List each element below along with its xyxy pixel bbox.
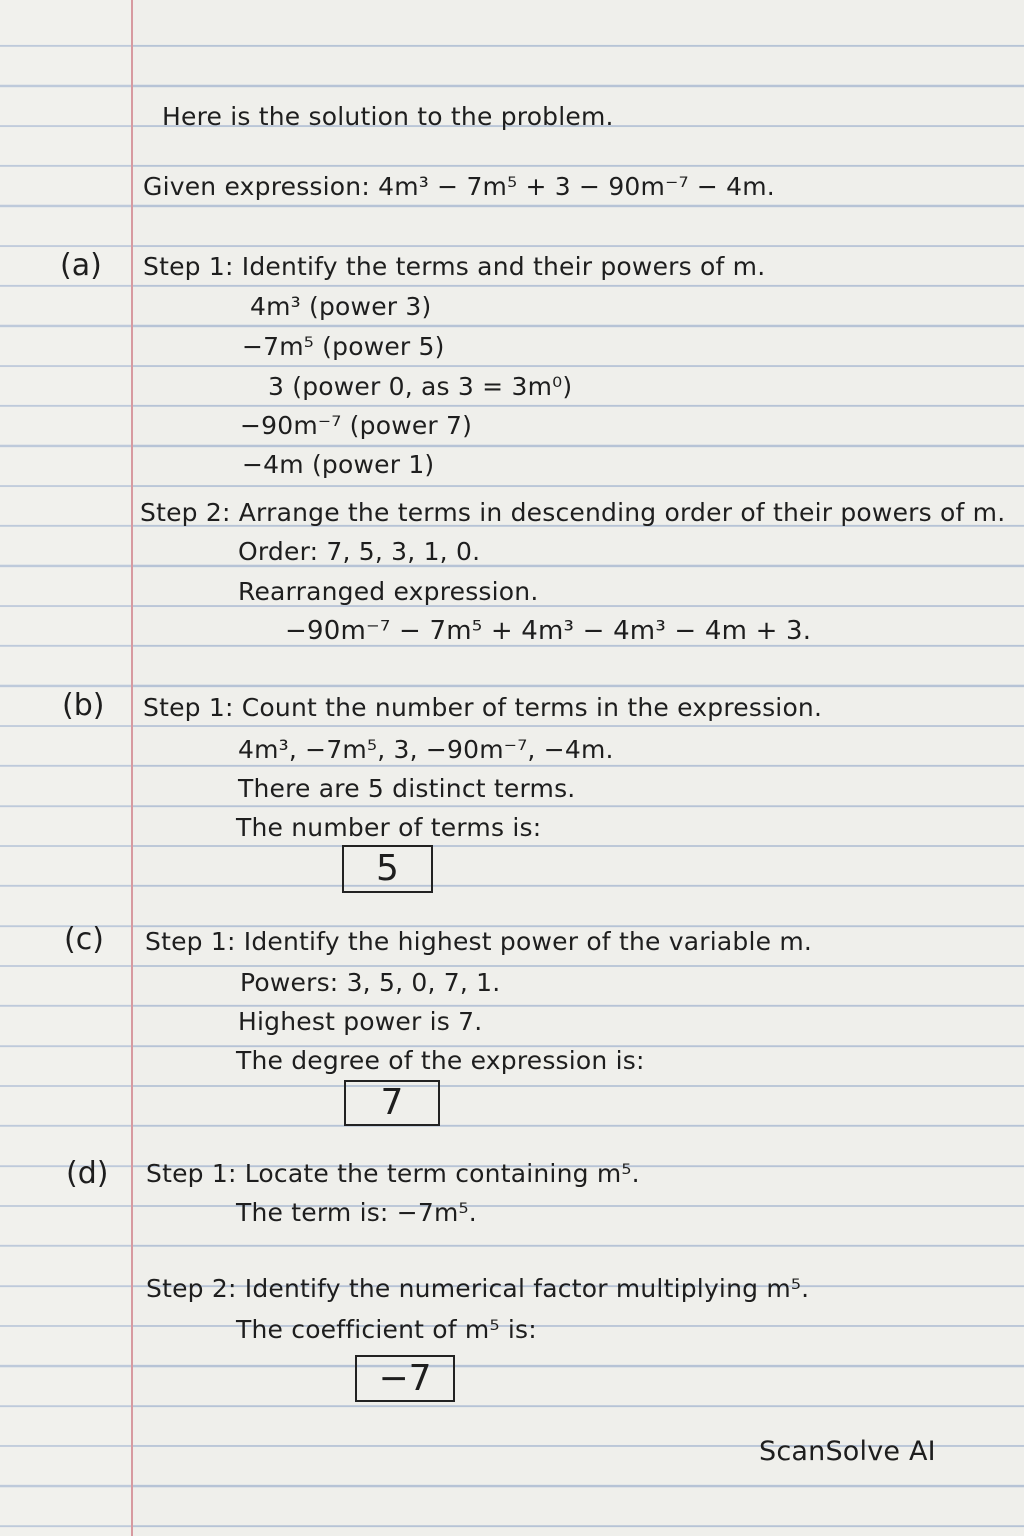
powers-text: Powers: 3, 5, 0, 7, 1.: [240, 968, 501, 997]
part-d-step2: Step 2: Identify the numerical factor multiplying m⁵.: [146, 1274, 810, 1303]
footer-signature: ScanSolve AI: [759, 1436, 936, 1467]
part-b-label: (b): [62, 688, 105, 723]
part-d-step1: Step 1: Locate the term containing m⁵.: [146, 1159, 640, 1188]
part-c-label: (c): [64, 922, 104, 957]
answer-box-b: 5: [342, 845, 433, 893]
answer-box-c: 7: [344, 1080, 440, 1126]
rearranged-label: Rearranged expression.: [238, 577, 539, 606]
part-a-step2: Step 2: Arrange the terms in descending order of their powers of m.: [140, 498, 1006, 527]
term-item: −7m⁵ (power 5): [242, 332, 445, 361]
part-d-conclusion: The coefficient of m⁵ is:: [236, 1315, 537, 1344]
distinct-text: There are 5 distinct terms.: [238, 774, 576, 803]
part-c-step1: Step 1: Identify the highest power of the variable m.: [145, 927, 813, 956]
answer-box-d: −7: [355, 1355, 455, 1402]
given-label: Given expression:: [143, 172, 370, 201]
part-d-label: (d): [66, 1156, 109, 1191]
term-item: 4m³ (power 3): [250, 292, 432, 321]
rearranged-expression: −90m⁻⁷ − 7m⁵ + 4m³ − 4m³ − 4m + 3.: [285, 616, 812, 646]
highest-text: Highest power is 7.: [238, 1007, 483, 1036]
term-text: The term is: −7m⁵.: [236, 1198, 477, 1227]
terms-list: 4m³, −7m⁵, 3, −90m⁻⁷, −4m.: [238, 735, 614, 764]
margin-line: [131, 0, 133, 1536]
part-b-step1: Step 1: Count the number of terms in the expression.: [143, 693, 823, 722]
order-text: Order: 7, 5, 3, 1, 0.: [238, 537, 481, 566]
part-a-label: (a): [60, 248, 102, 283]
part-b-conclusion: The number of terms is:: [236, 813, 542, 842]
part-a-step1: Step 1: Identify the terms and their powers of m.: [143, 252, 766, 281]
intro-text: Here is the solution to the problem.: [162, 102, 614, 131]
term-item: −90m⁻⁷ (power 7): [240, 411, 473, 440]
left-margin: [0, 0, 133, 1536]
term-item: −4m (power 1): [242, 450, 435, 479]
given-expr: 4m³ − 7m⁵ + 3 − 90m⁻⁷ − 4m.: [378, 172, 775, 201]
given-expression: [143, 171, 775, 203]
term-item: 3 (power 0, as 3 = 3m⁰): [268, 372, 573, 401]
part-c-conclusion: The degree of the expression is:: [236, 1046, 645, 1075]
